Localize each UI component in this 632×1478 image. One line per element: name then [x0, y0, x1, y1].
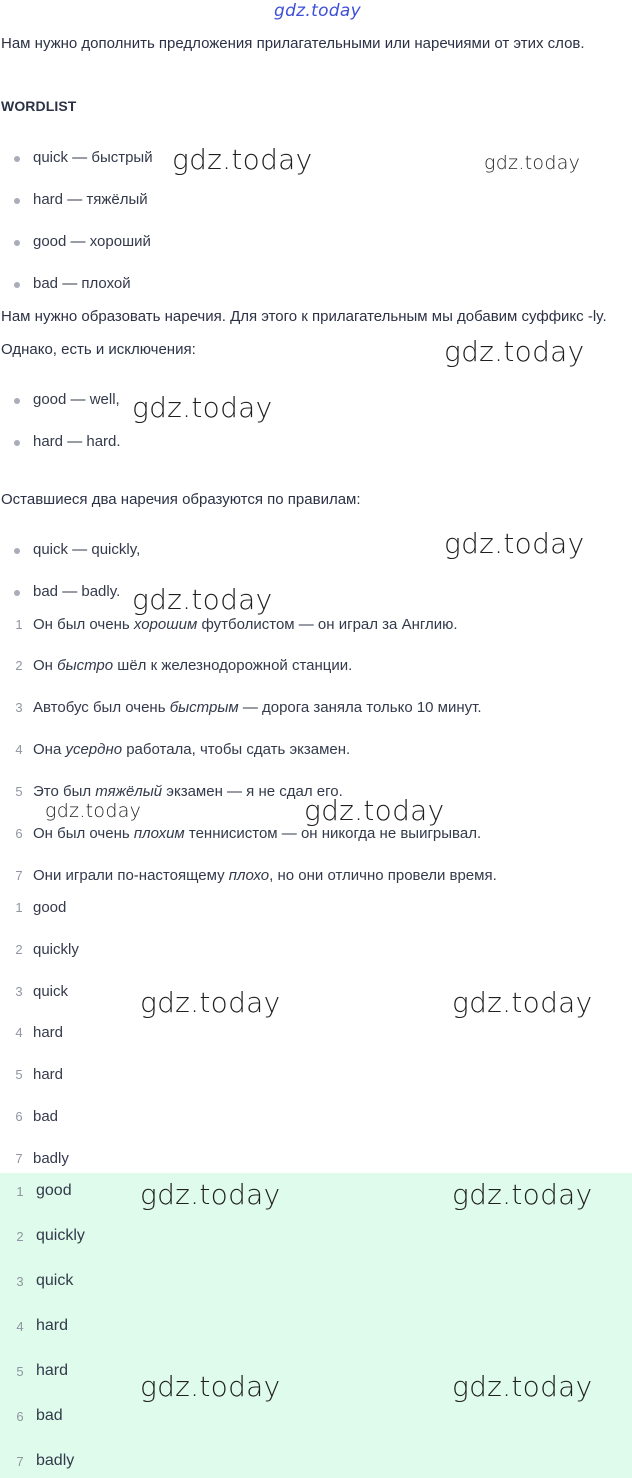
watermark: gdz.today: [452, 986, 593, 1019]
wordlist-item: bad — плохой: [33, 275, 131, 292]
watermark: gdz.today: [140, 986, 281, 1019]
translation-item: Это был тяжёлый экзамен — я не сдал его.: [33, 783, 343, 800]
answer-item: hard: [33, 1066, 64, 1083]
list-number: 5: [15, 784, 23, 799]
intro-paragraph: Нам нужно дополнить предложения прилагательными или наречиями от этих слов.: [1, 35, 585, 52]
exception-item: good — well,: [33, 391, 120, 408]
answer-item: bad: [33, 1108, 59, 1125]
translation-item: Он быстро шёл к железнодорожной станции.: [33, 657, 353, 674]
translation-item: Он был очень плохим теннисистом — он никогда не выигрывал.: [33, 825, 482, 842]
list-number: 2: [15, 942, 23, 957]
answer-item: good: [33, 899, 67, 916]
bullet-icon: [14, 198, 20, 204]
final-answer-item: quickly: [36, 1227, 85, 1244]
list-number: 4: [15, 1025, 23, 1040]
adverb-intro-paragraph: Нам нужно образовать наречия. Для этого к прилагательным мы добавим суффикс -ly. Однако, есть и исключения:: [1, 308, 607, 358]
watermark: gdz.today: [444, 527, 585, 560]
watermark: gdz.today: [444, 335, 585, 368]
answer-item: badly: [33, 1150, 69, 1167]
watermark: gdz.today: [45, 800, 142, 822]
bullet-icon: [14, 440, 20, 446]
watermark: gdz.today: [132, 391, 273, 424]
answer-item: hard: [33, 1024, 64, 1041]
bullet-icon: [14, 156, 20, 162]
watermark: gdz.today: [452, 1178, 593, 1211]
answer-item: quickly: [33, 941, 79, 958]
watermark: gdz.today: [132, 583, 273, 616]
regular-intro-paragraph: Оставшиеся два наречия образуются по правилам:: [1, 491, 361, 508]
final-answer-item: quick: [36, 1272, 74, 1289]
bullet-icon: [14, 240, 20, 246]
final-answer-item: good: [36, 1182, 72, 1199]
translation-item: Она усердно работала, чтобы сдать экзамен.: [33, 741, 351, 758]
list-number: 7: [16, 1454, 24, 1469]
list-number: 3: [15, 700, 23, 715]
list-number: 5: [16, 1364, 24, 1379]
watermark: gdz.today: [452, 1370, 593, 1403]
answer-highlight-box: [0, 1173, 632, 1478]
bullet-icon: [14, 282, 20, 288]
wordlist-item: hard — тяжёлый: [33, 191, 148, 208]
bullet-icon: [14, 398, 20, 404]
watermark: gdz.today: [140, 1178, 281, 1211]
regular-item: quick — quickly,: [33, 541, 141, 558]
regular-item: bad — badly.: [33, 583, 121, 600]
list-number: 2: [15, 658, 23, 673]
final-answer-item: badly: [36, 1452, 75, 1469]
wordlist-heading: WORDLIST: [1, 98, 77, 114]
list-number: 3: [15, 984, 23, 999]
list-number: 4: [16, 1319, 24, 1334]
list-number: 5: [15, 1067, 23, 1082]
list-number: 7: [15, 868, 23, 883]
translation-item: Автобус был очень быстрым — дорога заняла только 10 минут.: [33, 699, 482, 716]
list-number: 7: [15, 1151, 23, 1166]
list-number: 4: [15, 742, 23, 757]
watermark: gdz.today: [140, 1370, 281, 1403]
list-number: 1: [15, 900, 23, 915]
translation-item: Они играли по-настоящему плохо, но они отлично провели время.: [33, 867, 497, 884]
bullet-icon: [14, 548, 20, 554]
site-watermark-top: gdz.today: [274, 1, 361, 21]
bullet-icon: [14, 590, 20, 596]
wordlist-item: good — хороший: [33, 233, 151, 250]
wordlist-item: quick — быстрый: [33, 149, 153, 166]
watermark: gdz.today: [172, 143, 313, 176]
translation-item: Он был очень хорошим футболистом — он играл за Англию.: [33, 616, 458, 633]
list-number: 6: [15, 826, 23, 841]
watermark: gdz.today: [304, 794, 445, 827]
list-number: 3: [16, 1274, 24, 1289]
list-number: 1: [15, 617, 23, 632]
list-number: 1: [16, 1184, 24, 1199]
exception-item: hard — hard.: [33, 433, 121, 450]
final-answer-item: bad: [36, 1407, 63, 1424]
final-answer-item: hard: [36, 1317, 69, 1334]
final-answer-item: hard: [36, 1362, 69, 1379]
list-number: 2: [16, 1229, 24, 1244]
answer-item: quick: [33, 983, 69, 1000]
list-number: 6: [15, 1109, 23, 1124]
watermark: gdz.today: [484, 152, 581, 174]
list-number: 6: [16, 1409, 24, 1424]
